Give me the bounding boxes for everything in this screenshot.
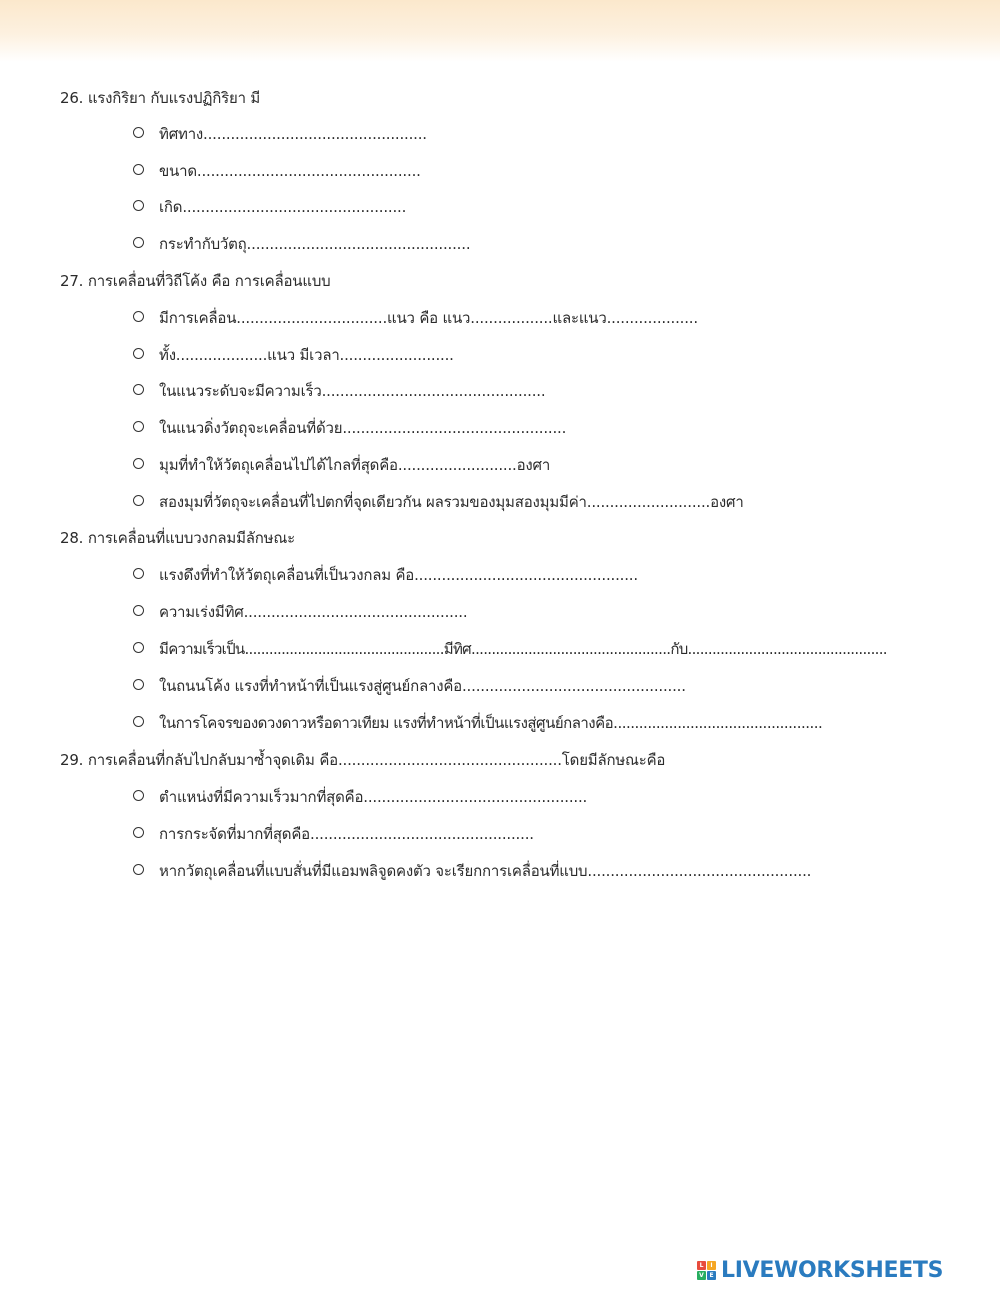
circle-bullet-icon (133, 348, 144, 359)
logo-tile: I (707, 1261, 716, 1270)
header-band (0, 0, 1000, 62)
question-27: 27. การเคลื่อนที่วิถีโค้ง คือ การเคลื่อนแบบ (60, 272, 331, 290)
circle-bullet-icon (133, 164, 144, 175)
answer-item[interactable]: ในแนวระดับจะมีความเร็ว................................................. (133, 381, 545, 401)
answer-item[interactable]: มีการเคลื่อน.................................แนว คือ แนว..................และแนว.................... (133, 308, 698, 328)
circle-bullet-icon (133, 679, 144, 690)
answer-item[interactable]: ในการโคจรของดวงดาวหรือดาวเทียม แรงที่ทำหน้าที่เป็นแรงสู่ศูนย์กลางคือ................................................. (133, 713, 822, 733)
answer-item[interactable]: ทิศทาง................................................. (133, 124, 427, 144)
answer-item[interactable]: มีความเร็วเป็น.................................................มีทิศ.................................................กับ................................................. (133, 639, 887, 659)
answer-item[interactable]: ทั้ง....................แนว มีเวลา......................... (133, 345, 454, 365)
circle-bullet-icon (133, 200, 144, 211)
logo-tile: V (697, 1271, 706, 1280)
circle-bullet-icon (133, 568, 144, 579)
answer-item[interactable]: ในถนนโค้ง แรงที่ทำหน้าที่เป็นแรงสู่ศูนย์กลางคือ................................................. (133, 676, 686, 696)
circle-bullet-icon (133, 237, 144, 248)
answer-item[interactable]: เกิด................................................. (133, 197, 406, 217)
circle-bullet-icon (133, 311, 144, 322)
circle-bullet-icon (133, 827, 144, 838)
circle-bullet-icon (133, 642, 144, 653)
circle-bullet-icon (133, 421, 144, 432)
question-28: 28. การเคลื่อนที่แบบวงกลมมีลักษณะ (60, 529, 295, 547)
liveworksheets-brand (697, 1255, 997, 1285)
circle-bullet-icon (133, 864, 144, 875)
answer-item[interactable]: ในแนวดิ่งวัตถุจะเคลื่อนที่ด้วย................................................. (133, 418, 566, 438)
answer-item[interactable]: ขนาด................................................. (133, 161, 421, 181)
answer-item[interactable]: ตำแหน่งที่มีความเร็วมากที่สุดคือ................................................. (133, 787, 587, 807)
answer-item[interactable]: การกระจัดที่มากที่สุดคือ................................................. (133, 824, 534, 844)
answer-item[interactable]: กระทำกับวัตถุ................................................. (133, 234, 470, 254)
circle-bullet-icon (133, 458, 144, 469)
circle-bullet-icon (133, 790, 144, 801)
logo-tile: E (707, 1271, 716, 1280)
circle-bullet-icon (133, 605, 144, 616)
answer-item[interactable]: สองมุมที่วัตถุจะเคลื่อนที่ไปตกที่จุดเดียวกัน ผลรวมของมุมสองมุมมีค่า...........................องศา (133, 492, 744, 512)
answer-item[interactable]: ความเร่งมีทิศ................................................. (133, 602, 467, 622)
brand-name: LIVEWORKSHEETS (721, 1257, 944, 1283)
circle-bullet-icon (133, 384, 144, 395)
circle-bullet-icon (133, 495, 144, 506)
liveworksheets-logo-icon (697, 1261, 716, 1280)
logo-tile: L (697, 1261, 706, 1270)
answer-item[interactable]: มุมที่ทำให้วัตถุเคลื่อนไปได้ไกลที่สุดคือ..........................องศา (133, 455, 550, 475)
circle-bullet-icon (133, 127, 144, 138)
question-26: 26. แรงกิริยา กับแรงปฏิกิริยา มี (60, 89, 261, 107)
circle-bullet-icon (133, 716, 144, 727)
answer-item[interactable]: หากวัตถุเคลื่อนที่แบบสั่นที่มีแอมพลิจูดคงตัว จะเรียกการเคลื่อนที่แบบ................................................. (133, 861, 811, 881)
question-29: 29. การเคลื่อนที่กลับไปกลับมาซ้ำจุดเดิม คือ.................................................โดยมีลักษณะคือ (60, 751, 666, 769)
answer-item[interactable]: แรงดึงที่ทำให้วัตถุเคลื่อนที่เป็นวงกลม คือ................................................. (133, 565, 638, 585)
